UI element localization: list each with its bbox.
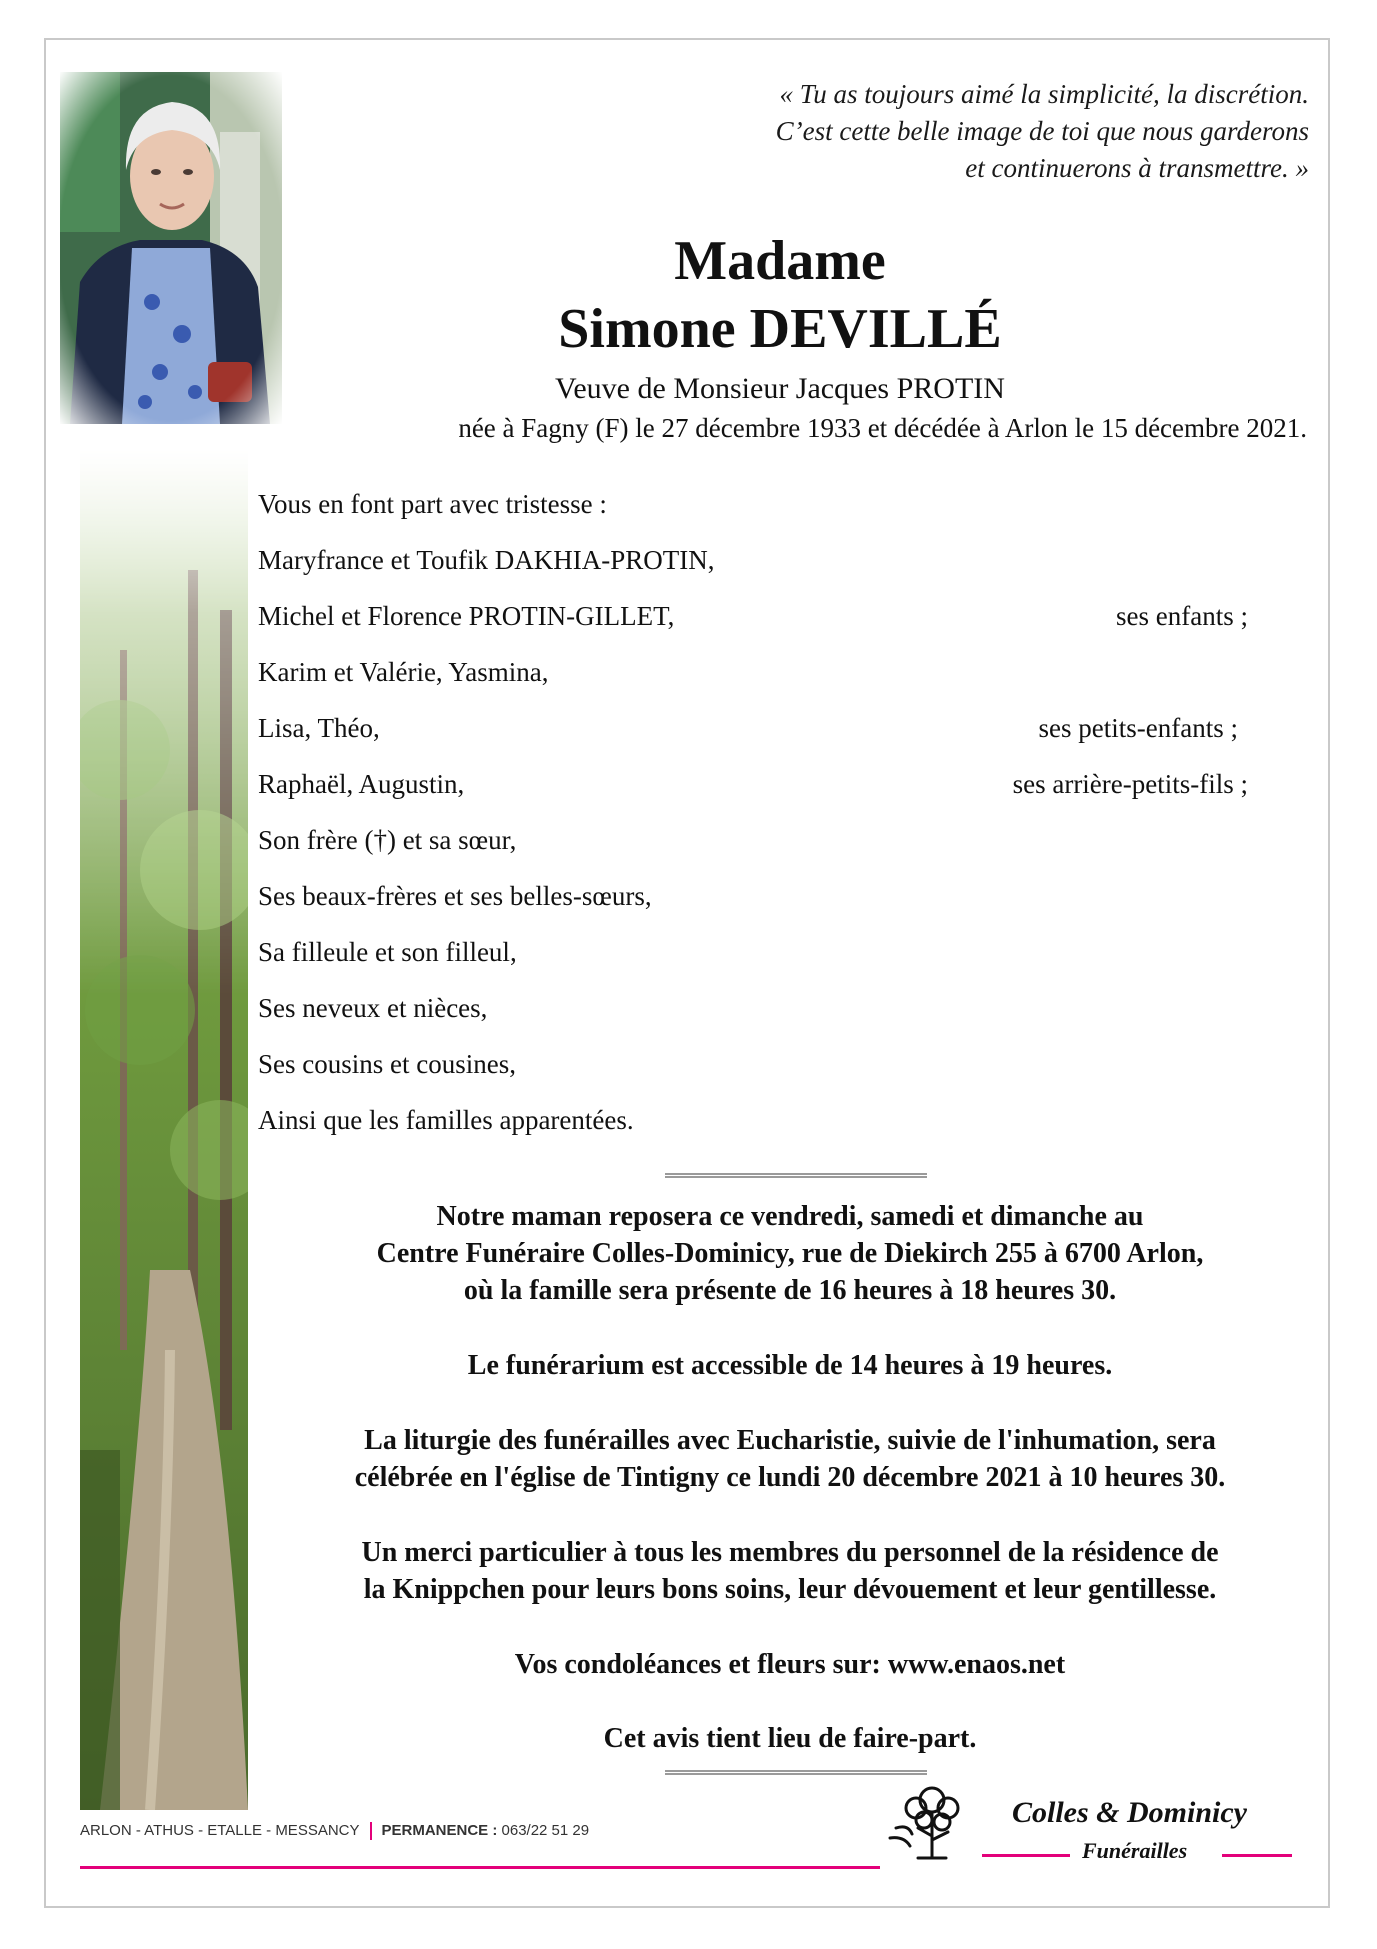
list-item	[258, 708, 1258, 764]
footer-accent-line	[80, 1866, 880, 1869]
family-text: Raphaël, Augustin,	[258, 769, 465, 799]
brand-accent-line	[1222, 1854, 1292, 1857]
list-item	[258, 652, 1258, 708]
brand-accent-line	[982, 1854, 1070, 1857]
info-line: La liturgie des funérailles avec Eucharistie, suivie de l'inhumation, sera	[364, 1425, 1216, 1456]
list-item	[258, 764, 1258, 820]
quote-line: « Tu as toujours aimé la simplicité, la discrétion.	[779, 79, 1309, 109]
family-text: Ainsi que les familles apparentées.	[258, 1105, 634, 1135]
list-item	[258, 988, 1258, 1044]
permanence-phone: 063/22 51 29	[501, 1822, 590, 1839]
list-item	[258, 540, 1258, 596]
info-line: Notre maman reposera ce vendredi, samedi et dimanche au	[436, 1201, 1144, 1232]
spouse-line: Veuve de Monsieur Jacques PROTIN	[555, 372, 1005, 405]
divider	[665, 1770, 927, 1775]
family-relation: ses enfants ;	[1116, 601, 1248, 631]
family-text: Ses neveux et nièces,	[258, 993, 488, 1023]
visitation-info	[240, 1198, 1340, 1309]
family-text: Michel et Florence PROTIN-GILLET,	[258, 601, 675, 631]
condolences-info	[240, 1646, 1340, 1683]
permanence-label: PERMANENCE :	[381, 1822, 498, 1839]
family-text: Vous en font part avec tristesse :	[258, 489, 607, 519]
info-line: Vos condoléances et fleurs sur: www.enaos.net	[514, 1649, 1066, 1680]
family-relation: ses arrière-petits-fils ;	[1012, 769, 1248, 799]
deceased-name: Simone DEVILLÉ	[558, 298, 1002, 360]
list-item	[258, 932, 1258, 988]
family-text: Karim et Valérie, Yasmina,	[258, 657, 549, 687]
family-text: Sa filleule et son filleul,	[258, 937, 517, 967]
brand-logo	[882, 1778, 1302, 1878]
thanks-info	[240, 1534, 1340, 1608]
family-text: Son frère (†) et sa sœur,	[258, 825, 517, 855]
list-item	[258, 1100, 1258, 1156]
tree-icon	[882, 1778, 982, 1868]
list-item	[258, 484, 1258, 540]
liturgy-info	[240, 1422, 1340, 1496]
list-item	[258, 1044, 1258, 1100]
info-line: Centre Funéraire Colles-Dominicy, rue de Diekirch 255 à 6700 Arlon,	[376, 1238, 1204, 1269]
dates-line: née à Fagny (F) le 27 décembre 1933 et décédée à Arlon le 15 décembre 2021.	[458, 413, 1307, 443]
family-text: Lisa, Théo,	[258, 713, 380, 743]
info-line: célébrée en l'église de Tintigny ce lundi 20 décembre 2021 à 10 heures 30.	[354, 1462, 1226, 1493]
info-line: Cet avis tient lieu de faire-part.	[603, 1723, 977, 1754]
footer-separator	[370, 1822, 372, 1840]
list-item	[258, 820, 1258, 876]
family-relation: ses petits-enfants ;	[1038, 713, 1238, 743]
family-text: Maryfrance et Toufik DAKHIA-PROTIN,	[258, 545, 715, 575]
brand-name: Colles & Dominicy	[1012, 1796, 1247, 1829]
list-item	[258, 596, 1258, 652]
footer-locations: ARLON - ATHUS - ETALLE - MESSANCY	[80, 1822, 360, 1839]
quote	[549, 76, 1309, 187]
family-list	[258, 484, 1258, 1156]
divider	[665, 1173, 927, 1178]
footer-contact	[80, 1822, 589, 1840]
list-item	[258, 876, 1258, 932]
brand-subtitle: Funérailles	[1082, 1838, 1188, 1863]
quote-line: C’est cette belle image de toi que nous garderons	[775, 116, 1309, 146]
funerarium-hours	[240, 1347, 1340, 1384]
honorific: Madame	[674, 230, 886, 292]
family-text: Ses beaux-frères et ses belles-sœurs,	[258, 881, 652, 911]
forest-path-photo	[80, 450, 248, 1810]
info-line: Un merci particulier à tous les membres du personnel de la résidence de	[361, 1537, 1219, 1568]
notice-info	[240, 1720, 1340, 1757]
info-line: la Knippchen pour leurs bons soins, leur dévouement et leur gentillesse.	[363, 1574, 1217, 1605]
info-line: Le funérarium est accessible de 14 heures à 19 heures.	[467, 1350, 1113, 1381]
info-line: où la famille sera présente de 16 heures à 18 heures 30.	[463, 1275, 1117, 1306]
quote-line: et continuerons à transmettre. »	[965, 153, 1309, 183]
family-text: Ses cousins et cousines,	[258, 1049, 516, 1079]
